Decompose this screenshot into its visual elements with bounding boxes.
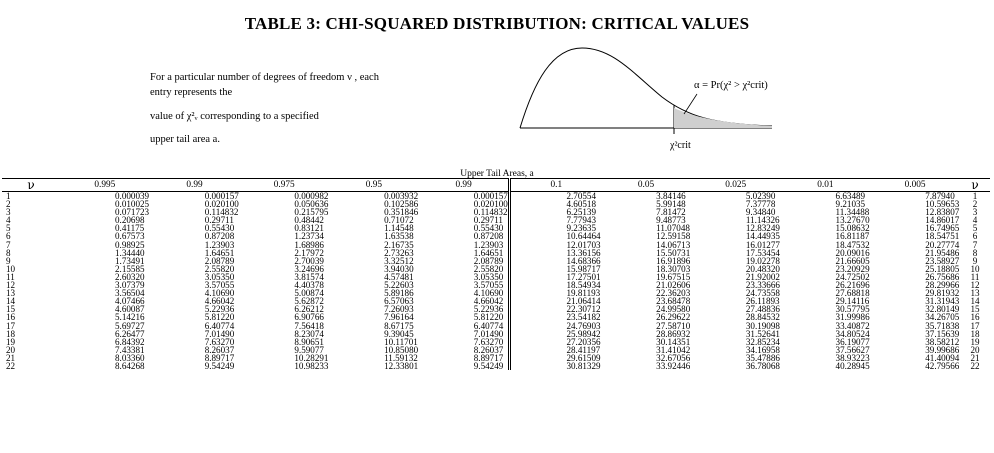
value-cell: 0.55430 [419,224,510,232]
value-cell: 36.78068 [745,360,780,371]
value-cell: 31.52641 [745,328,780,339]
value-cell: 9.21035 [835,199,866,210]
value-cell: 30.81329 [566,360,601,371]
value-cell: 0.48442 [294,215,324,226]
column-header: 0.99 [419,179,510,192]
value-cell: 18.47532 [835,239,870,250]
value-cell: 24.76903 [566,320,601,331]
value-cell: 11.34488 [835,207,870,218]
value-cell: 5.81220 [204,312,235,323]
value-cell: 2.70039 [294,255,324,266]
value-cell: 5.22936 [204,304,235,315]
df-cell-right: 1 [972,191,978,201]
value-cell: 12.01703 [566,239,601,250]
value-cell: 2.15585 [115,263,145,274]
nu-header-left: ν [27,177,35,192]
value-cell: 21.06414 [566,296,601,307]
value-cell: 10.98233 [294,360,329,371]
value-cell: 5.89186 [384,288,414,299]
value-cell: 8.89717 [204,352,235,363]
table-body [2,192,990,371]
value-cell: 6.26212 [294,304,324,315]
value-cell: 27.68818 [835,288,870,299]
df-cell-left: 9 [6,255,11,266]
df-cell-right: 7 [972,239,978,250]
value-cell: 21.95486 [925,247,960,258]
value-cell: 31.31943 [925,296,960,307]
value-cell: 6.40774 [204,320,235,331]
value-cell: 9.34840 [745,207,776,218]
value-cell: 6.40774 [419,322,510,330]
df-cell-right: 10 [970,263,980,274]
df-cell-right: 14 [970,296,980,307]
value-cell: 0.55430 [204,223,235,234]
value-cell: 16.81187 [835,231,870,242]
value-cell: 1.14548 [384,223,414,234]
value-cell: 0.010025 [115,199,150,210]
value-cell: 35.47886 [745,352,780,363]
value-cell: 0.215795 [294,207,329,218]
column-header: 0.995 [94,179,116,190]
value-cell: 4.40378 [294,280,324,291]
value-cell: 5.99148 [656,199,686,210]
df-cell-left: 15 [6,304,16,315]
df-cell-left: 3 [6,207,11,218]
value-cell: 0.83121 [294,223,324,234]
value-cell: 1.23734 [294,231,324,242]
value-cell: 16.91896 [656,255,691,266]
value-cell: 8.90651 [294,336,324,347]
value-cell: 1.64651 [204,247,235,258]
value-cell: 17.27501 [566,271,601,282]
value-cell: 2.70554 [566,191,597,201]
value-cell: 37.56627 [835,344,870,355]
value-cell: 20.48320 [745,263,780,274]
value-cell: 0.87208 [204,231,235,242]
value-cell: 11.59132 [384,352,418,363]
value-cell: 12.83249 [745,223,780,234]
table-row [2,362,990,370]
value-cell: 23.33666 [745,280,780,291]
value-cell: 31.99986 [835,312,870,323]
value-cell: 19.81193 [566,288,601,299]
value-cell: 1.23903 [204,239,235,250]
value-cell: 31.41042 [656,344,691,355]
value-cell: 5.22936 [419,305,510,313]
value-cell: 0.000157 [204,191,239,201]
df-cell-right: 13 [970,288,980,299]
df-cell-left: 5 [6,223,11,234]
df-cell-right: 5 [972,223,978,234]
value-cell: 0.000157 [419,192,510,201]
value-cell: 9.54249 [204,360,235,371]
value-cell: 8.89717 [419,354,510,362]
value-cell: 6.57063 [384,296,414,307]
value-cell: 27.48836 [745,304,780,315]
value-cell: 14.06713 [656,239,691,250]
value-cell: 1.23903 [419,241,510,249]
df-cell-left: 19 [6,336,16,347]
value-cell: 32.67056 [656,352,691,363]
value-cell: 6.63489 [835,191,866,201]
df-cell-left: 16 [6,312,16,323]
value-cell: 7.37778 [745,199,776,210]
value-cell: 15.98717 [566,263,601,274]
value-cell: 40.28945 [835,360,870,371]
value-cell: 26.75686 [925,271,960,282]
value-cell: 16.01277 [745,239,780,250]
df-cell-left: 7 [6,239,11,250]
value-cell: 13.36156 [566,247,601,258]
value-cell: 1.68986 [294,239,324,250]
value-cell: 7.63270 [204,336,235,347]
value-cell: 10.85080 [384,344,419,355]
value-cell: 7.81472 [656,207,686,218]
value-cell: 18.54934 [566,280,601,291]
df-cell-left: 8 [6,247,11,258]
df-cell-right: 21 [970,352,980,363]
value-cell: 9.23635 [566,223,597,234]
alpha-label: α = Pr(χ² > χ²crit) [694,80,768,91]
value-cell: 5.22603 [384,280,414,291]
value-cell: 35.71838 [925,320,960,331]
value-cell: 9.59077 [294,344,324,355]
value-cell: 7.63270 [419,338,510,346]
value-cell: 4.66042 [204,296,235,307]
df-cell-left: 4 [6,215,11,226]
column-header: 0.975 [273,179,295,190]
value-cell: 18.54751 [925,231,960,242]
df-cell-right: 9 [972,255,978,266]
value-cell: 23.20929 [835,263,870,274]
value-cell: 5.81220 [419,313,510,321]
df-cell-right: 4 [972,215,978,226]
column-header: 0.95 [365,179,383,190]
value-cell: 3.57055 [419,281,510,289]
df-cell-left: 14 [6,296,16,307]
value-cell: 10.11701 [384,336,418,347]
value-cell: 8.64268 [115,360,145,371]
value-cell: 8.23074 [294,328,324,339]
value-cell: 18.30703 [656,263,691,274]
value-cell: 3.07379 [115,280,145,291]
value-cell: 42.79566 [925,360,960,371]
column-header: 0.1 [550,179,563,190]
value-cell: 3.94030 [384,263,414,274]
value-cell: 10.64464 [566,231,601,242]
column-header: 0.005 [904,179,926,190]
value-cell: 22.30712 [566,304,601,315]
value-cell: 1.34440 [115,247,145,258]
value-cell: 0.114832 [419,208,510,216]
df-cell-left: 1 [6,191,11,201]
df-cell-left: 18 [6,328,16,339]
df-cell-right: 2 [972,199,978,210]
df-cell-right: 17 [970,320,980,331]
value-cell: 1.64651 [419,249,510,257]
value-cell: 33.92446 [656,360,691,371]
value-cell: 39.99686 [925,344,960,355]
value-cell: 26.11893 [745,296,780,307]
description-line-1: For a particular number of degrees of freedom ν , each entry represents the [150,72,379,98]
value-cell: 7.56418 [294,320,324,331]
value-cell: 0.020100 [419,200,510,208]
value-cell: 41.40094 [925,352,960,363]
value-cell: 2.17972 [294,247,324,258]
value-cell: 27.20356 [566,336,601,347]
df-cell-right: 11 [970,271,980,282]
value-cell: 2.55820 [419,265,510,273]
value-cell: 5.14216 [115,312,145,323]
value-cell: 0.114832 [204,207,239,218]
df-cell-right: 3 [972,207,978,218]
df-cell-right: 20 [970,344,980,355]
column-header: 0.01 [817,179,834,190]
description-line-3: upper tail area a. [150,134,220,145]
value-cell: 14.86017 [925,215,960,226]
value-cell: 6.90766 [294,312,324,323]
value-cell: 29.61509 [566,352,601,363]
value-cell: 6.84392 [115,336,145,347]
value-cell: 1.73491 [115,255,145,266]
df-cell-right: 16 [970,312,980,323]
value-cell: 4.60518 [566,199,597,210]
df-cell-left: 2 [6,199,11,210]
value-cell: 4.07466 [115,296,145,307]
value-cell: 20.09016 [835,247,870,258]
critical-values-table [2,178,990,370]
value-cell: 7.87940 [925,191,955,201]
value-cell: 25.18805 [925,263,960,274]
value-cell: 13.27670 [835,215,870,226]
value-cell: 2.60320 [115,271,145,282]
value-cell: 0.29711 [204,215,234,226]
chi-squared-density-figure [512,42,792,152]
value-cell: 0.003932 [384,191,419,201]
value-cell: 33.40872 [835,320,870,331]
value-cell: 7.96164 [384,312,414,323]
value-cell: 8.26037 [419,346,510,354]
value-cell: 12.33801 [384,360,419,371]
value-cell: 27.58710 [656,320,691,331]
value-cell: 7.01490 [204,328,235,339]
value-cell: 8.26037 [204,344,235,355]
df-cell-right: 15 [970,304,980,315]
value-cell: 28.29966 [925,280,960,291]
df-cell-left: 12 [6,280,16,291]
value-cell: 38.93223 [835,352,870,363]
value-cell: 0.87208 [419,232,510,240]
value-cell: 9.48773 [656,215,686,226]
value-cell: 5.62872 [294,296,324,307]
value-cell: 17.53454 [745,247,780,258]
value-cell: 30.19098 [745,320,780,331]
value-cell: 38.58212 [925,336,960,347]
value-cell: 3.81574 [294,271,324,282]
value-cell: 15.50731 [656,247,691,258]
value-cell: 5.02390 [745,191,776,201]
value-cell: 0.351846 [384,207,419,218]
value-cell: 0.071723 [115,207,150,218]
value-cell: 2.08789 [419,257,510,265]
df-cell-left: 21 [6,352,16,363]
value-cell: 15.08632 [835,223,870,234]
df-cell-left: 10 [6,263,16,274]
value-cell: 3.05350 [204,271,235,282]
value-cell: 19.02278 [745,255,780,266]
value-cell: 0.29711 [419,216,510,224]
value-cell: 32.80149 [925,304,960,315]
value-cell: 20.27774 [925,239,960,250]
value-cell: 5.69727 [115,320,145,331]
df-cell-right: 22 [970,360,980,371]
value-cell: 2.55820 [204,263,235,274]
value-cell: 6.25139 [566,207,597,218]
value-cell: 23.68478 [656,296,691,307]
value-cell: 0.050636 [294,199,329,210]
value-cell: 12.59158 [656,231,691,242]
df-cell-left: 17 [6,320,16,331]
column-header: 0.025 [725,179,747,190]
column-header: 0.05 [637,179,655,190]
value-cell: 30.57795 [835,304,870,315]
page-title: TABLE 3: CHI-SQUARED DISTRIBUTION: CRITICAL VALUES [244,14,750,33]
value-cell: 7.01490 [419,330,510,338]
value-cell: 3.32512 [384,255,414,266]
value-cell: 8.03360 [115,352,145,363]
value-cell: 24.73558 [745,288,780,299]
df-cell-left: 6 [6,231,11,242]
value-cell: 14.68366 [566,255,601,266]
value-cell: 0.67573 [115,231,145,242]
value-cell: 3.56504 [115,288,145,299]
value-cell: 10.28291 [294,352,329,363]
value-cell: 7.26093 [384,304,414,315]
value-cell: 3.57055 [204,280,235,291]
value-cell: 28.41197 [566,344,601,355]
value-cell: 28.86932 [656,328,691,339]
value-cell: 3.84146 [656,191,686,201]
value-cell: 4.10690 [204,288,235,299]
value-cell: 8.67175 [384,320,414,331]
value-cell: 26.29622 [656,312,691,323]
value-cell: 21.66605 [835,255,870,266]
value-cell: 24.99580 [656,304,691,315]
value-cell: 28.84532 [745,312,780,323]
value-cell: 25.98942 [566,328,601,339]
df-cell-left: 20 [6,344,16,355]
value-cell: 23.54182 [566,312,601,323]
value-cell: 14.44935 [745,231,780,242]
value-cell: 4.10690 [419,289,510,297]
value-cell: 34.26705 [925,312,960,323]
value-cell: 0.98925 [115,239,145,250]
value-cell: 34.16958 [745,344,780,355]
df-cell-right: 12 [970,280,980,291]
value-cell: 10.59653 [925,199,960,210]
description-line-2: value of χ²ᵥ corresponding to a specified [150,111,319,122]
value-cell: 19.67515 [656,271,691,282]
nu-header-right: ν [971,177,979,192]
value-cell: 3.05350 [419,273,510,281]
value-cell: 30.14351 [656,336,691,347]
value-cell: 0.000039 [115,191,150,201]
value-cell: 7.43381 [115,344,145,355]
value-cell: 0.102586 [384,199,419,210]
value-cell: 29.14116 [835,296,870,307]
value-cell: 36.19077 [835,336,870,347]
value-cell: 0.020100 [204,199,239,210]
df-cell-right: 8 [972,247,978,258]
value-cell: 9.39045 [384,328,414,339]
value-cell: 0.20698 [115,215,145,226]
chi-crit-label: χ²crit [670,140,691,151]
df-cell-left: 11 [6,271,15,282]
value-cell: 26.21696 [835,280,870,291]
value-cell: 34.80524 [835,328,870,339]
value-cell: 11.14326 [745,215,780,226]
value-cell: 11.07048 [656,223,690,234]
value-cell: 0.71072 [384,215,414,226]
value-cell: 23.58927 [925,255,960,266]
value-cell: 2.16735 [384,239,414,250]
value-cell: 4.66042 [419,297,510,305]
value-cell: 16.74965 [925,223,960,234]
value-cell: 0.000982 [294,191,329,201]
value-cell: 3.24696 [294,263,324,274]
df-cell-right: 19 [970,336,980,347]
column-header: 0.99 [186,179,203,190]
value-cell: 0.41175 [115,223,145,234]
df-cell-right: 6 [972,231,978,242]
value-cell: 32.85234 [745,336,780,347]
value-cell: 37.15639 [925,328,960,339]
upper-tail-areas-header: Upper Tail Areas, a [460,169,534,179]
value-cell: 7.77943 [566,215,597,226]
value-cell: 21.02606 [656,280,691,291]
value-cell: 5.00874 [294,288,324,299]
value-cell: 12.83807 [925,207,960,218]
df-cell-right: 18 [970,328,980,339]
value-cell: 6.26477 [115,328,145,339]
value-cell: 24.72502 [835,271,870,282]
value-cell: 9.54249 [419,362,510,370]
df-cell-left: 13 [6,288,16,299]
value-cell: 2.08789 [204,255,235,266]
value-cell: 22.36203 [656,288,691,299]
value-cell: 2.73263 [384,247,414,258]
df-cell-left: 22 [6,360,16,371]
value-cell: 1.63538 [384,231,414,242]
alpha-pointer [684,94,697,114]
description [150,70,390,147]
value-cell: 21.92002 [745,271,780,282]
value-cell: 4.60087 [115,304,145,315]
table-header-row [2,179,990,192]
value-cell: 29.81932 [925,288,960,299]
value-cell: 4.57481 [384,271,414,282]
